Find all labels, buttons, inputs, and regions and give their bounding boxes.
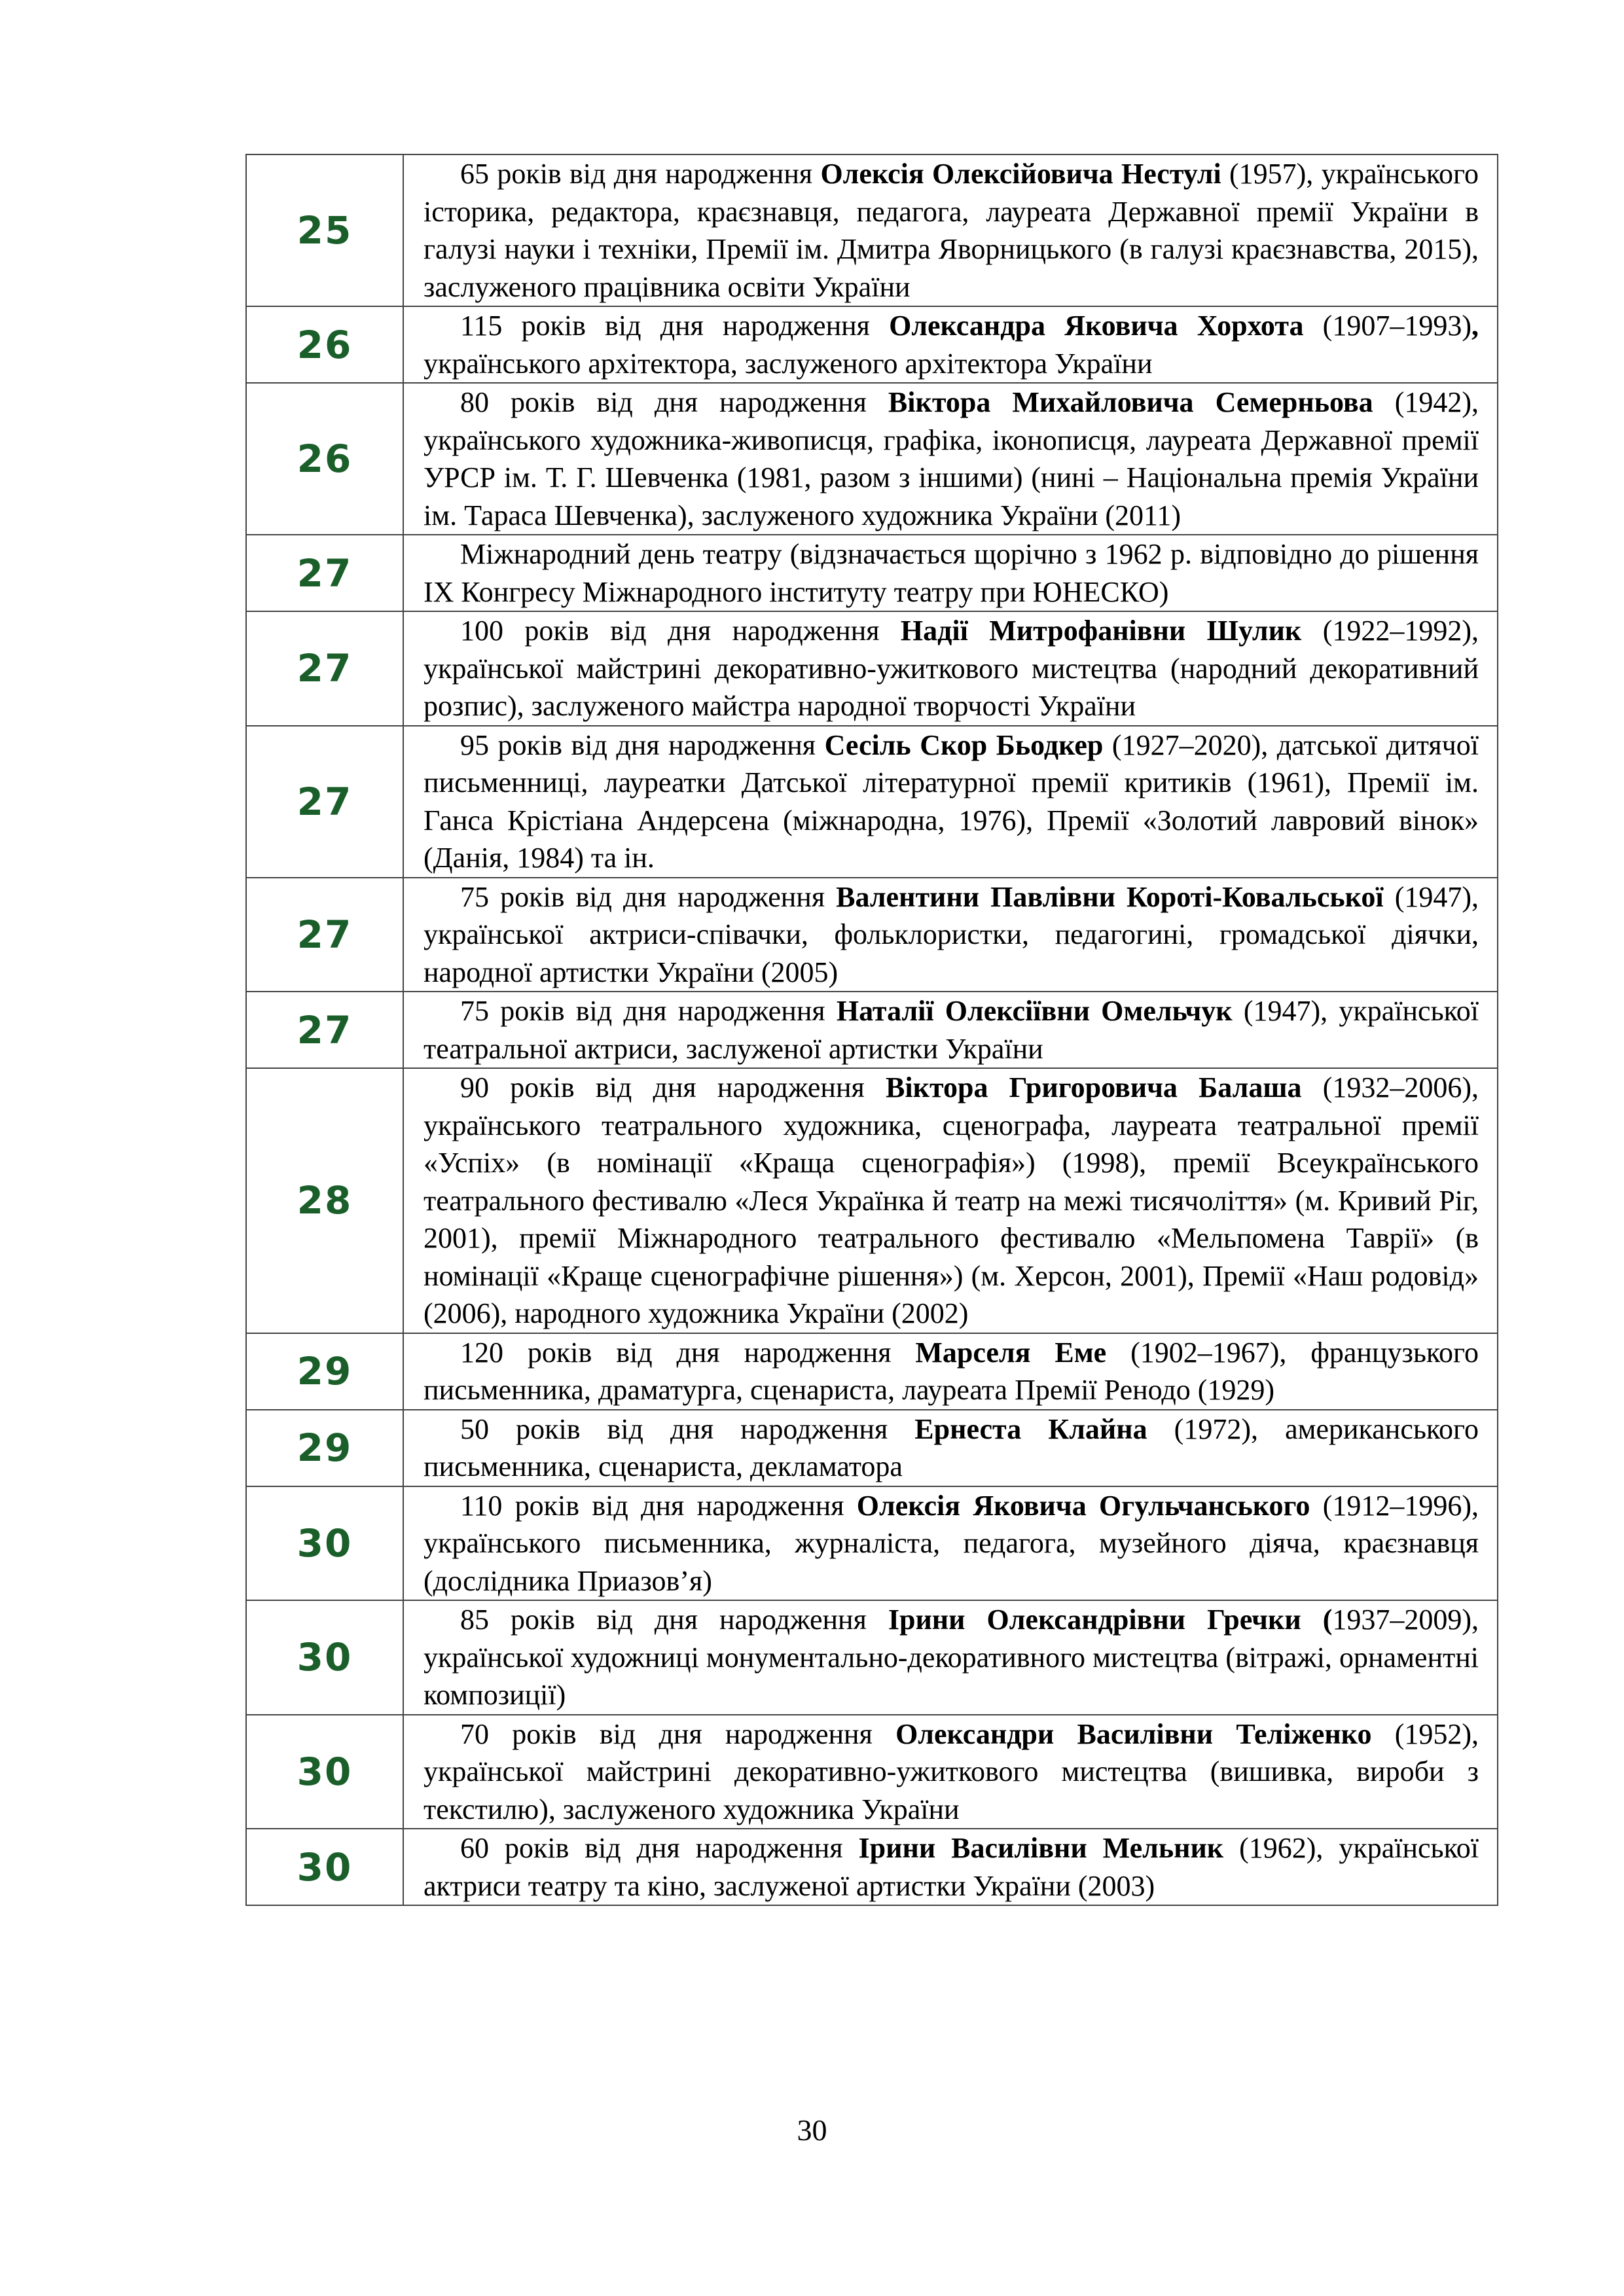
calendar-row	[246, 1410, 1498, 1486]
day-number: 28	[246, 1068, 403, 1333]
event-text: 110 років від дня народження	[460, 1489, 857, 1522]
event-description	[403, 535, 1498, 611]
event-text: 50 років від дня народження	[460, 1412, 915, 1445]
event-paragraph	[424, 307, 1479, 382]
event-text: 80 років від дня народження	[460, 386, 888, 418]
event-description	[403, 1600, 1498, 1715]
event-text: (1942), українського художника-живописця, графіка, іконописця, лауреата Державної премії УРСР ім. Т. Г. Шевченка (1981, разом з іншими) (нині – Національна премія України ім. Тараса Шевченка), заслуженого художника України (2011)	[424, 386, 1479, 531]
person-name: Ірини Олександрівни Гречки	[888, 1604, 1301, 1636]
event-text: Міжнародний день театру (відзначається щорічно з 1962 р. відповідно до рішення IX Конгресу Міжнародного інституту театру при ЮНЕСКО)	[424, 538, 1479, 608]
event-description	[403, 1410, 1498, 1486]
event-description	[403, 611, 1498, 726]
person-name: Марселя Еме	[915, 1336, 1107, 1369]
person-name: Олександри Василівни Теліженко	[895, 1717, 1372, 1750]
event-paragraph	[424, 1410, 1479, 1486]
event-text: 1937–2009), української художниці монументально-декоративного мистецтва (вітражі, орнаментні композиції)	[424, 1604, 1479, 1711]
event-text: 100 років від дня народження	[460, 615, 901, 647]
calendar-row	[246, 535, 1498, 611]
event-text: (1912–1996), українського письменника, журналіста, педагога, музейного діяча, краєзнавця (дослідника Приазов’я)	[424, 1489, 1479, 1597]
person-name: Валентини Павлівни Короті-Ковальської	[836, 880, 1384, 913]
person-name: Наталії Олексіївни Омельчук	[836, 995, 1233, 1027]
event-text	[1301, 1604, 1323, 1636]
calendar-row	[246, 726, 1498, 878]
event-text: (1907–1993)	[1303, 310, 1471, 342]
event-paragraph	[424, 878, 1479, 992]
event-text: (1902–1967), французького письменника, драматурга, сценариста, лауреата Премії Ренодо (1929)	[424, 1336, 1479, 1406]
event-text: (1962), української актриси театру та кіно, заслуженої артистки України (2003)	[424, 1832, 1479, 1902]
calendar-row	[246, 992, 1498, 1068]
day-number: 29	[246, 1410, 403, 1486]
event-text: 75 років від дня народження	[460, 995, 837, 1027]
event-paragraph	[424, 1829, 1479, 1905]
calendar-row	[246, 1715, 1498, 1829]
person-name: Віктора Михайловича Семерньова	[888, 386, 1373, 418]
event-description	[403, 1068, 1498, 1333]
event-text: (1947), української актриси-співачки, фольклористки, педагогині, громадської діячки, народної артистки України (2005)	[424, 880, 1479, 988]
event-text: 65 років від дня народження	[460, 158, 821, 190]
day-number: 27	[246, 726, 403, 878]
event-description	[403, 726, 1498, 878]
person-name: Сесіль Скор Бьодкер	[824, 728, 1104, 761]
event-text: (1947), української театральної актриси, заслуженої артистки України	[424, 995, 1479, 1065]
day-number: 26	[246, 306, 403, 383]
event-text: 95 років від дня народження	[460, 728, 825, 761]
day-number: 30	[246, 1486, 403, 1601]
event-text: (1922–1992), української майстрині декоративно-ужиткового мистецтва (народний декоративний розпис), заслуженого майстра народної творчості України	[424, 615, 1479, 722]
event-text: 85 років від дня народження	[460, 1604, 888, 1636]
event-text: українського архітектора, заслуженого архітектора України	[424, 347, 1153, 380]
event-paragraph	[424, 155, 1479, 306]
event-description	[403, 992, 1498, 1068]
event-text: (1932–2006), українського театрального художника, сценографа, лауреата театральної премії «Успіх» (в номінації «Краща сценографія») (1998), премії Всеукраїнського театрального фестивалю «Леся Українка й театр на межі тисячоліття» (м. Кривий Ріг, 2001), премії Міжнародного театрального фестивалю «Мельпомена Таврії» (в номінації «Краще сценографічне рішення») (м. Херсон, 2001), Премії «Наш родовід» (2006), народного художника України (2002)	[424, 1071, 1479, 1329]
calendar-row	[246, 306, 1498, 383]
event-description	[403, 1486, 1498, 1601]
event-text: (1952), української майстрині декоративно-ужиткового мистецтва (вишивка, вироби з текстилю), заслуженого художника України	[424, 1717, 1479, 1825]
page-number: 30	[797, 2113, 827, 2147]
event-paragraph	[424, 1069, 1479, 1333]
day-number: 29	[246, 1333, 403, 1410]
event-text: 90 років від дня народження	[460, 1071, 886, 1103]
event-description	[403, 154, 1498, 306]
day-number: 27	[246, 535, 403, 611]
person-name: (	[1322, 1604, 1333, 1636]
calendar-row	[246, 1486, 1498, 1601]
event-description	[403, 306, 1498, 383]
calendar-row	[246, 154, 1498, 306]
day-number: 30	[246, 1600, 403, 1715]
person-name: Ірини Василівни Мельник	[858, 1832, 1224, 1864]
event-text: 120 років від дня народження	[460, 1336, 916, 1369]
event-text: (1972), американського письменника, сценариста, декламатора	[424, 1412, 1479, 1482]
event-text: 60 років від дня народження	[460, 1832, 859, 1864]
day-number: 26	[246, 383, 403, 535]
person-name: Віктора Григоровича Балаша	[886, 1071, 1302, 1103]
event-paragraph	[424, 1601, 1479, 1714]
event-description	[403, 878, 1498, 992]
day-number: 30	[246, 1829, 403, 1905]
person-name: Олексія Олексійовича Нестулі	[820, 158, 1221, 190]
event-text: 70 років від дня народження	[460, 1717, 896, 1750]
event-description	[403, 1715, 1498, 1829]
day-number: 30	[246, 1715, 403, 1829]
event-description	[403, 1829, 1498, 1905]
day-number: 27	[246, 992, 403, 1068]
calendar-row	[246, 611, 1498, 726]
person-name: Ернеста Клайна	[914, 1412, 1147, 1445]
day-number: 27	[246, 611, 403, 726]
calendar-row	[246, 878, 1498, 992]
event-paragraph	[424, 1715, 1479, 1829]
calendar-row	[246, 1333, 1498, 1410]
calendar-row	[246, 1600, 1498, 1715]
event-text: (1957), українського історика, редактора, краєзнавця, педагога, лауреата Державної премії України в галузі науки і техніки, Премії ім. Дмитра Яворницького (в галузі краєзнавства, 2015), заслуженого працівника освіти України	[424, 158, 1479, 303]
calendar-table-body	[246, 154, 1498, 1905]
calendar-row	[246, 383, 1498, 535]
event-paragraph	[424, 384, 1479, 534]
event-paragraph	[424, 535, 1479, 611]
calendar-row	[246, 1829, 1498, 1905]
event-text: 75 років від дня народження	[460, 880, 837, 913]
event-paragraph	[424, 612, 1479, 725]
event-text: (1927–2020), датської дитячої письменниці, лауреатки Датської літературної премії критиків (1961), Премії ім. Ганса Крістіана Андерсена (міжнародна, 1976), Премії «Золотий лавровий вінок» (Данія, 1984) та ін.	[424, 728, 1479, 874]
person-name: Олександра Яковича Хорхота	[889, 310, 1304, 342]
event-description	[403, 383, 1498, 535]
event-paragraph	[424, 726, 1479, 877]
calendar-row	[246, 1068, 1498, 1333]
event-paragraph	[424, 1334, 1479, 1409]
day-number: 27	[246, 878, 403, 992]
person-name: Олексія Яковича Огульчанського	[856, 1489, 1310, 1522]
event-description	[403, 1333, 1498, 1410]
person-name: Надії Митрофанівни Шулик	[900, 615, 1302, 647]
day-number: 25	[246, 154, 403, 306]
person-name: ,	[1471, 310, 1479, 342]
event-paragraph	[424, 1487, 1479, 1600]
event-paragraph	[424, 992, 1479, 1067]
calendar-table	[245, 154, 1498, 1906]
event-text: 115 років від дня народження	[460, 310, 890, 342]
